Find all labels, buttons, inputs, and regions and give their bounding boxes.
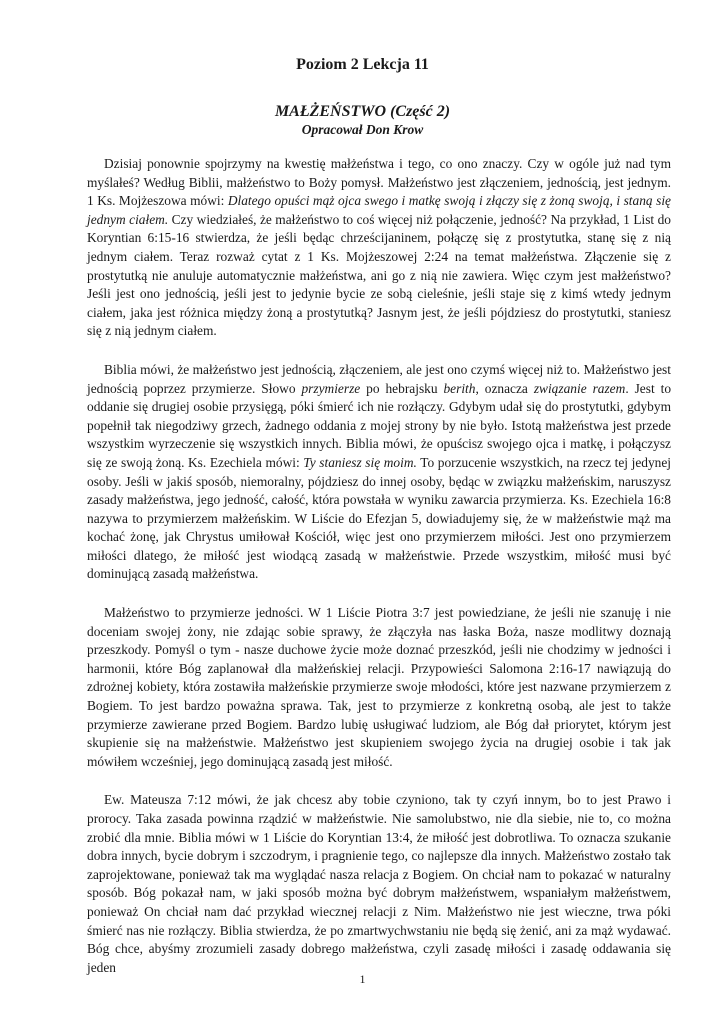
lesson-header: Poziom 2 Lekcja 11 — [296, 56, 429, 73]
paragraph-3 — [87, 604, 671, 771]
article-body — [87, 155, 671, 997]
paragraph-text: To porzucenie wszystkich, na rzecz tej jedynej osoby. Jeśli w jakiś sposób, niemoralny, pójdziesz do innej osoby, będąc w związku małżeńskim, naruszysz zasady małżeństwa, jego jedność, całość, która powstała w wyniku zawarcia przymierza. Ks. Ezechiela 16:8 nazywa to przymierzem małżeńskim. W Liście do Efezjan 5, dowiadujemy się, że w małżeństwie mąż ma kochać żonę, jak Chrystus umiłował Kościół, więc jest ono przymierzem miłości. Jest ono przymierzem miłości dlatego, że miłość jest wiodącą zasadą w małżeństwie. Przede wszystkim, miłość musi być dominującą zasadą małżeństwa. — [87, 454, 672, 582]
article-author: Opracował Don Krow — [301, 122, 424, 137]
italic-quote-text: Dlatego opuści mąż ojca swego i matkę swoją i złączy się z żoną swoją, i staną się jednym ciałem. — [87, 193, 671, 227]
paragraph-2 — [87, 361, 671, 584]
paragraph-4 — [87, 791, 671, 977]
italic-quote-text: związanie razem — [533, 380, 626, 396]
paragraph-text: Dzisiaj ponownie spojrzymy na kwestię małżeństwa i tego, co ono znaczy. Czy w ogóle już nad tym myślałeś? Według Biblii, małżeństwo to Boży pomysł. Małżeństwo jest złączeniem, jednością, jest jednym. 1 Ks. Mojżeszowa mówi: — [87, 156, 671, 209]
italic-quote-text: przymierze — [301, 380, 361, 396]
paragraph-text: Ew. Mateusza 7:12 mówi, że jak chcesz aby tobie czyniono, tak ty czyń innym, bo to jest Prawo i prorocy. Taka zasada powinna rządzić w małżeństwie. Nie samolubstwo, nie dla siebie, nie to, co można zrobić dla mnie. Biblia mówi w 1 Liście do Koryntian 13:4, że miłość jest dobrotliwa. To oznacza szukanie dobra innych, bycie dobrym i szczodrym, i pragnienie tego, co najlepsze dla innych. Małżeństwo zostało tak zaprojektowane, ponieważ tak ma wyglądać nasza relacja z Bogiem. On chciał nam to pokazać w naturalny sposób. Bóg pokazał nam, w jaki sposób można być dobrym małżeństwem, wspaniałym małżeństwem, ponieważ On chciał nam dać przykład wiecznej relacji z Nim. Małżeństwo nie jest wieczne, trwa póki śmierć nas nie rozłączy. Biblia stwierdza, że po zmartwychwstaniu nie będą się żenić, ani za mąż wydawać. Bóg chce, abyśmy zrozumieli zasady dobrego małżeństwa, czyli zasadę miłości i zasadę oddawania się jeden — [87, 792, 671, 975]
italic-quote-text: berith — [443, 380, 476, 396]
paragraph-text: , oznacza — [475, 380, 534, 396]
italic-quote-text: Ty staniesz się moim. — [303, 454, 417, 470]
paragraph-text: Biblia mówi, że małżeństwo jest jednością, złączeniem, ale jest ono czymś więcej niż to. Małżeństwo jest jednością poprzez przymierze. Słowo — [87, 361, 671, 396]
paragraph-text: . Jest to oddanie się drugiej osobie przysięgą, póki śmierć ich nie rozłączy. Gdybym udał się do prostytutki, gdybym popełnił tak niegodziwy grzech, żadnego oddania z mojej strony by nie było. Istotą małżeństwa jest przede wszystkim wyrzeczenie się wszystkich innych. Biblia mówi, że opuścisz swojego ojca i matkę, i połączysz się ze swoją żoną. Ks. Ezechiela mówi: — [87, 380, 672, 470]
article-title: MAŁŻEŃSTWO (Część 2) — [274, 103, 451, 120]
paragraph-text: Małżeństwo to przymierze jedności. W 1 Liście Piotra 3:7 jest powiedziane, że jeśli nie szanuję i nie doceniam swojej żony, nie zdając sobie sprawy, że złączyła nas łaska Boża, nasze modlitwy doznają przeszkody. Pomyśl o tym - nasze duchowe życie może doznać przeszkód, jeśli nie chodzimy w jedności i harmonii, które Bóg zaplanował dla małżeńskiej relacji. Przypowieści Salomona 2:16-17 nawiązują do zdrożnej kobiety, która zostawiła małżeńskie przymierze swoje młodości, które jest nazwane przymierzem z Bogiem. To jest bardzo poważna sprawa. Tak, jest to przymierze z konkretną osobą, ale jest to także przymierze zawierane przed Bogiem. Bardzo lubię usługiwać ludziom, ale Bóg dał priorytet, którym jest skupienie się na małżeństwie. Małżeństwo jest skupieniem swojego życia na drugiej osobie i tak jak mówiłem wcześniej, jego dominującą zasadą jest miłość. — [87, 605, 671, 769]
page-number: 1 — [359, 972, 366, 986]
paragraph-text: po hebrajsku — [360, 380, 444, 396]
paragraph-1 — [87, 155, 671, 341]
paragraph-text: Czy wiedziałeś, że małżeństwo to coś więcej niż połączenie, jedność? Na przykład, 1 List do Koryntian 6:15-16 stwierdza, że jeśli będąc chrześcijaninem, połączę się z prostytutka, stanę się z nią jednym ciałem. Teraz rozważ cytat z 1 Ks. Mojżeszowej 2:24 na temat małżeństwa. Złączenie się z prostytutką nie anuluje automatycznie małżeństwa, ani go z nią nie zawiera. Więc czym jest małżeństwo? Jeśli jest ono jednością, jeśli jest to jedynie bycie ze sobą cieleśnie, jeśli staje się z kimś wtedy jednym ciałem, jaka jest różnica między żoną a prostytutką? Jasnym jest, że jeśli pójdziesz do prostytutki, staniesz się z nią jednym ciałem. — [87, 211, 671, 339]
